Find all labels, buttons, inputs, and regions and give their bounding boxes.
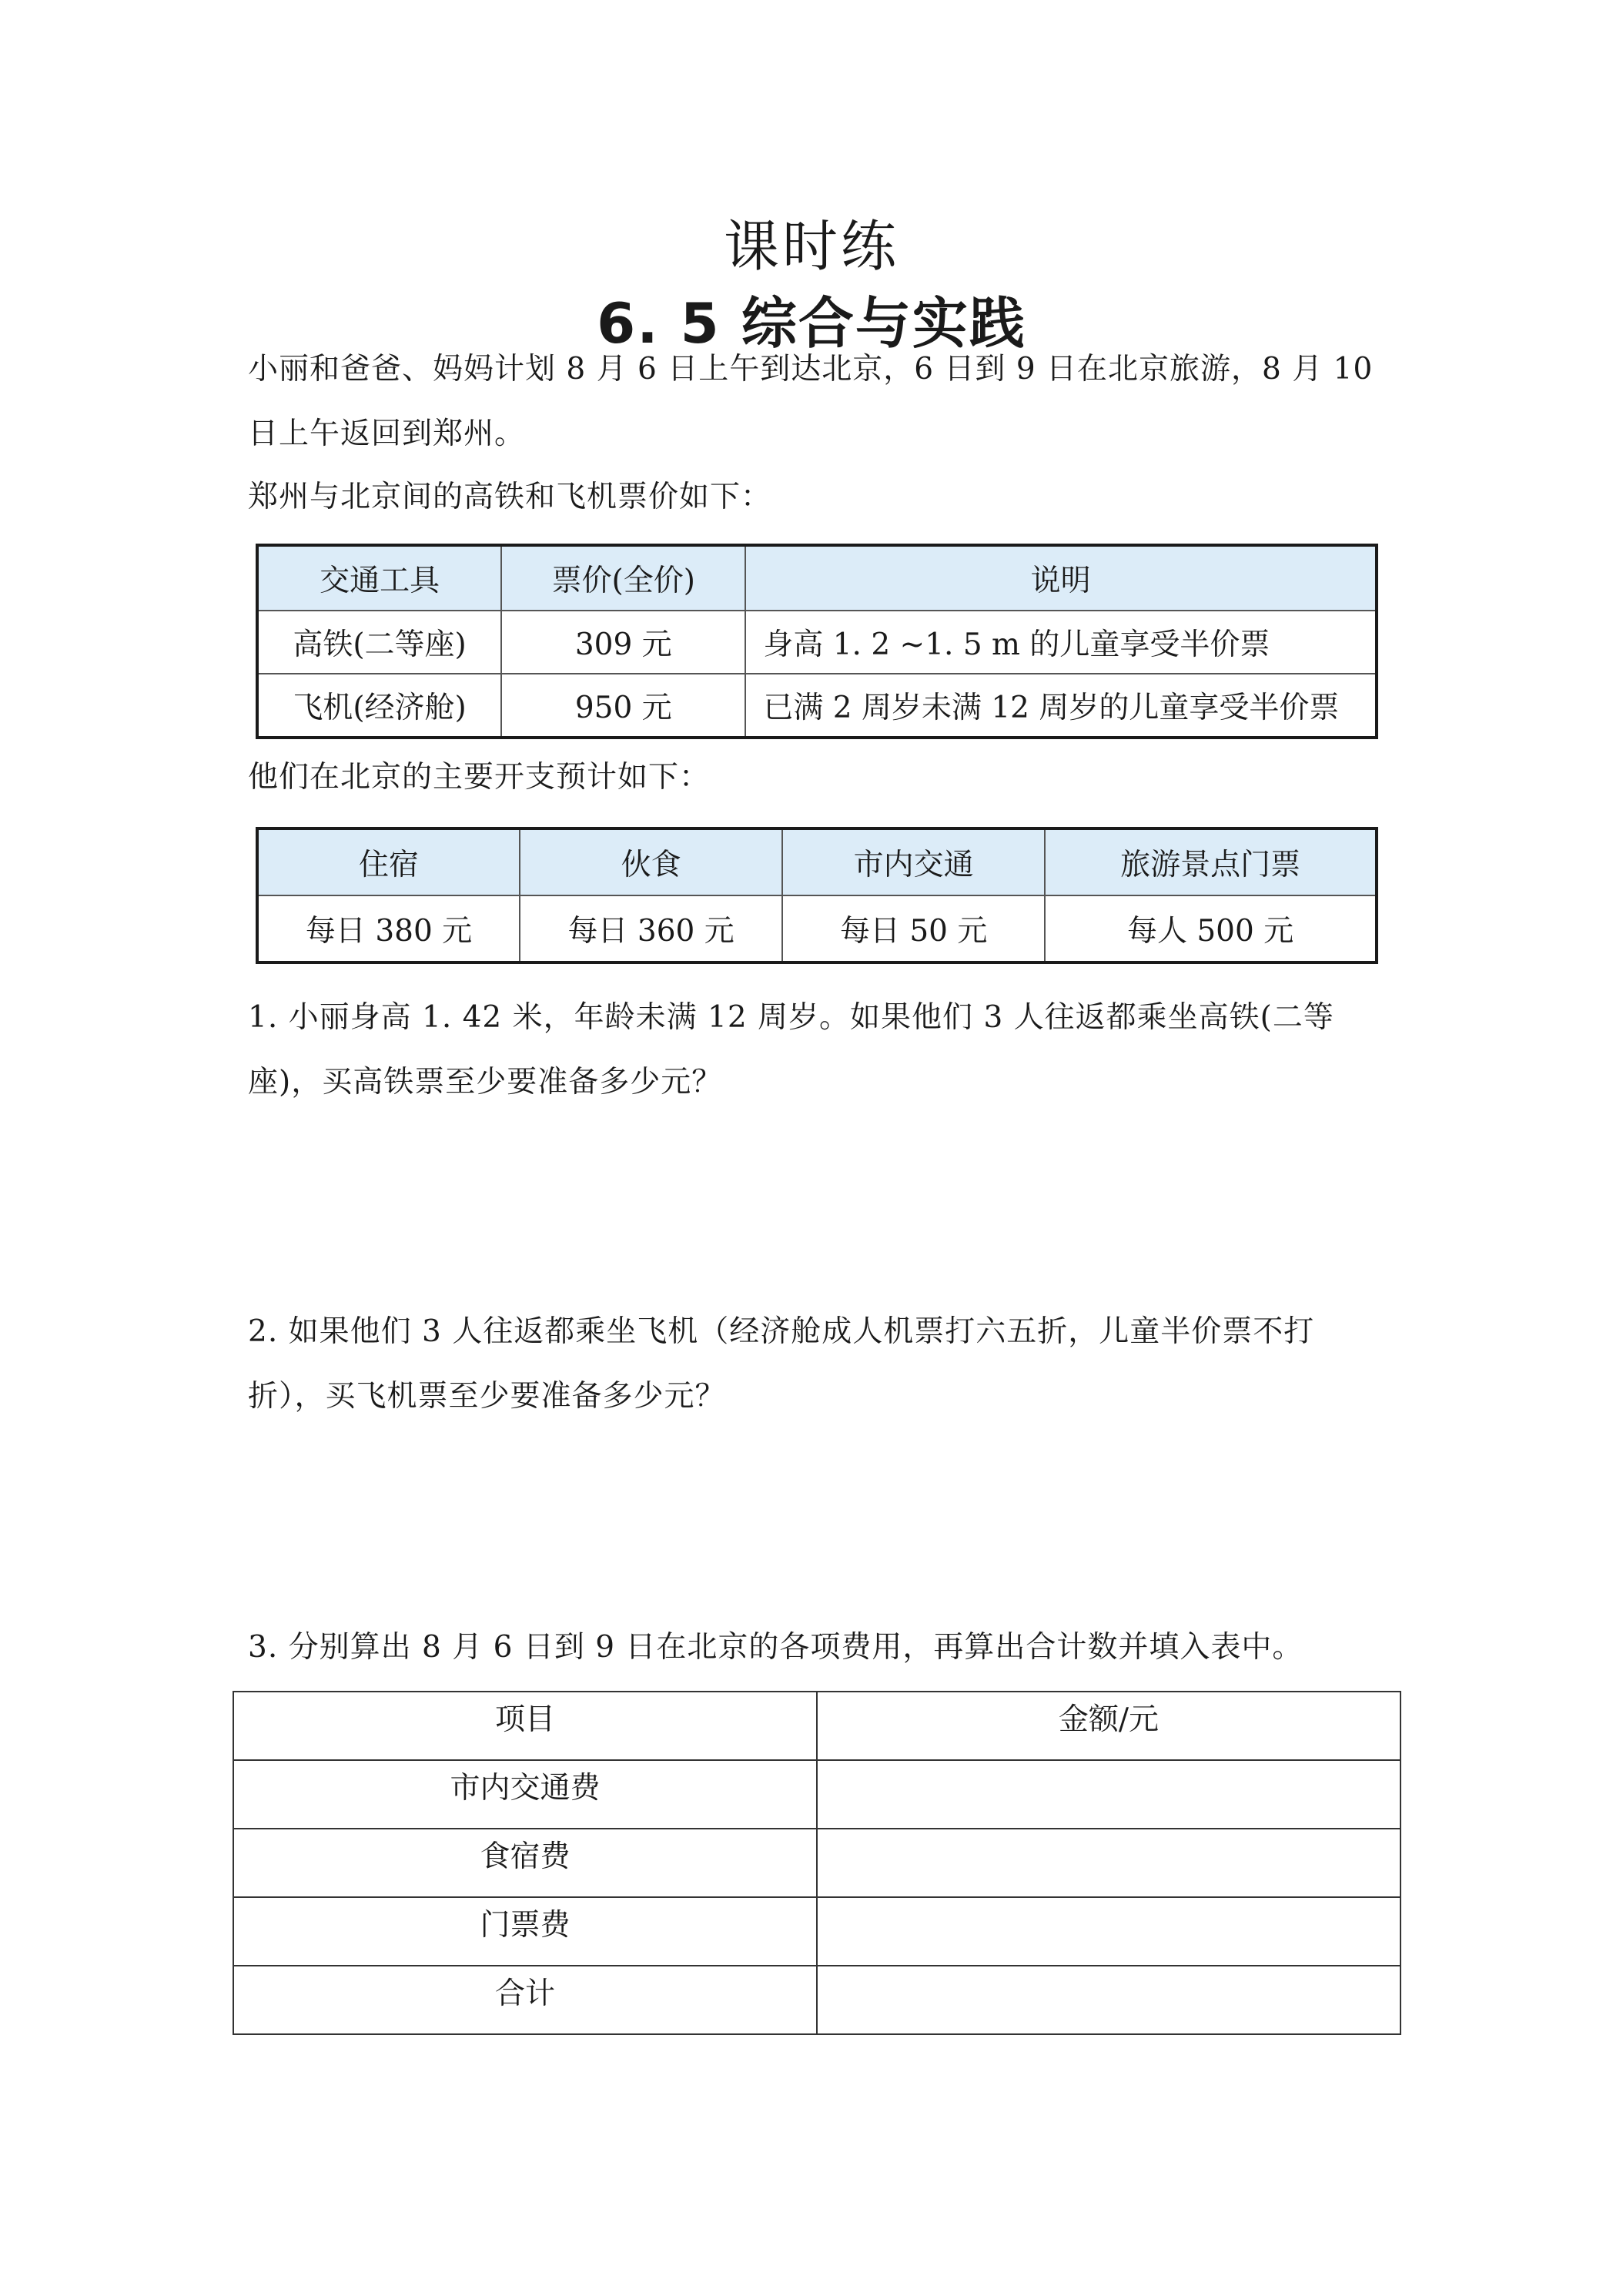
table-cell: 每人 500 元 (1045, 895, 1377, 962)
table-row (257, 674, 1377, 738)
answer-cell[interactable] (817, 1966, 1400, 2034)
table-header-row (257, 828, 1377, 895)
header-cell: 市内交通 (782, 828, 1045, 895)
table-row (233, 1897, 1400, 1966)
table-cell: 合计 (233, 1966, 817, 2034)
page-title: 课时练 (723, 214, 899, 279)
table-row (257, 611, 1377, 674)
table-cell: 309 元 (501, 611, 745, 674)
intro-paragraph: 小丽和爸爸、妈妈计划 8 月 6 日上午到达北京，6 日到 9 日在北京旅游，8 月 10 日上午返回到郑州。 (248, 352, 1374, 451)
header-cell: 项目 (233, 1692, 817, 1760)
expense-table (256, 827, 1378, 964)
table-header-row (233, 1692, 1400, 1760)
table-cell: 市内交通费 (233, 1760, 817, 1829)
table-cell: 飞机(经济舱) (257, 674, 501, 738)
question-1: 1. 小丽身高 1. 42 米，年龄未满 12 周岁。如果他们 3 人往返都乘坐高铁(二等座)，买高铁票至少要准备多少元？ (248, 1000, 1334, 1099)
table-cell: 每日 360 元 (520, 895, 782, 962)
table-cell: 高铁(二等座) (257, 611, 501, 674)
table-row (233, 1966, 1400, 2034)
answer-cell[interactable] (817, 1897, 1400, 1966)
table-header-row (257, 545, 1377, 611)
table-cell: 食宿费 (233, 1829, 817, 1897)
table-row (257, 895, 1377, 962)
section-title: 6. 5 综合与实践 (597, 291, 1026, 356)
header-cell: 交通工具 (257, 545, 501, 611)
table-cell: 门票费 (233, 1897, 817, 1966)
header-cell: 说明 (745, 545, 1377, 611)
header-cell: 伙食 (520, 828, 782, 895)
header-cell: 住宿 (257, 828, 520, 895)
answer-cell[interactable] (817, 1829, 1400, 1897)
table-cell: 每日 50 元 (782, 895, 1045, 962)
ticket-intro-text: 郑州与北京间的高铁和飞机票价如下： (248, 480, 772, 514)
question-3: 3. 分别算出 8 月 6 日到 9 日在北京的各项费用，再算出合计数并填入表中。 (248, 1630, 1303, 1665)
answer-table (233, 1691, 1401, 2035)
table-cell: 950 元 (501, 674, 745, 738)
table-cell: 每日 380 元 (257, 895, 520, 962)
table-cell: 已满 2 周岁未满 12 周岁的儿童享受半价票 (745, 674, 1377, 738)
table-row (233, 1760, 1400, 1829)
answer-cell[interactable] (817, 1760, 1400, 1829)
table-cell: 身高 1. 2 ~1. 5 m 的儿童享受半价票 (745, 611, 1377, 674)
table-row (233, 1829, 1400, 1897)
expense-intro-text: 他们在北京的主要开支预计如下： (248, 760, 711, 795)
header-cell: 旅游景点门票 (1045, 828, 1377, 895)
header-cell: 票价(全价) (501, 545, 745, 611)
header-cell: 金额/元 (817, 1692, 1400, 1760)
ticket-price-table (256, 544, 1378, 739)
question-2: 2. 如果他们 3 人往返都乘坐飞机（经济舱成人机票打六五折，儿童半价票不打折），买飞机票至少要准备多少元？ (248, 1314, 1315, 1414)
